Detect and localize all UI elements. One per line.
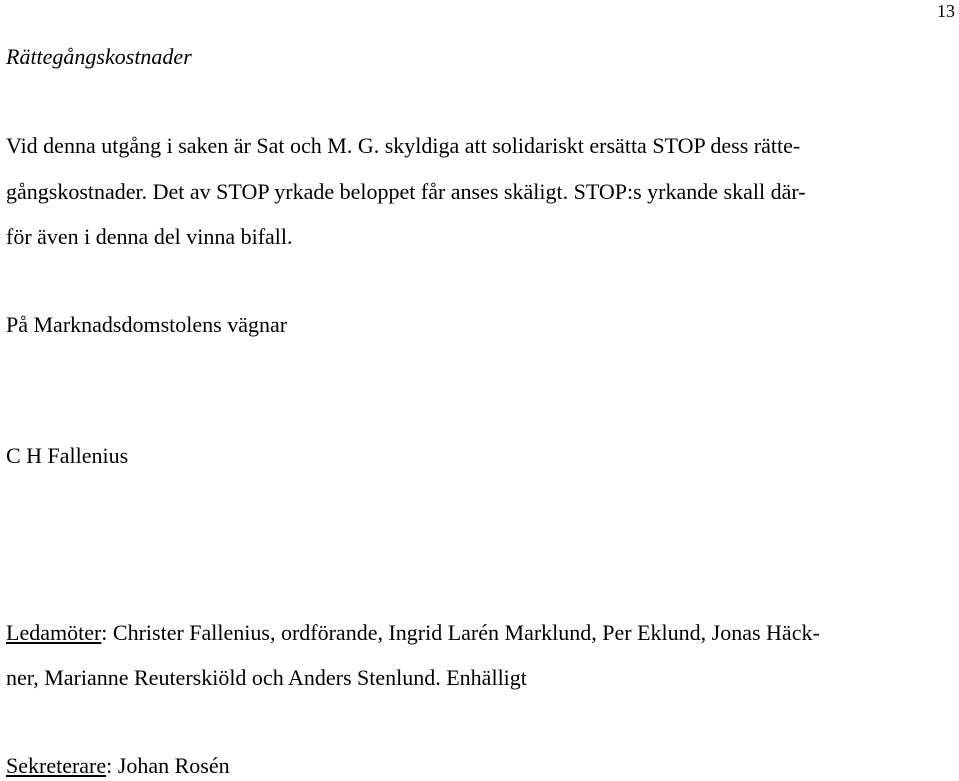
members-text-1: : Christer Fallenius, ordförande, Ingrid Larén Marklund, Per Eklund, Jonas Häck- <box>101 620 820 645</box>
members-line-1 <box>6 618 820 648</box>
page-number: 13 <box>937 1 955 21</box>
paragraph-line-3: för även i denna del vinna bifall. <box>6 224 293 249</box>
paragraph-line-2: gångskostnader. Det av STOP yrkade beloppet får anses skäligt. STOP:s yrkande skall där- <box>6 179 806 204</box>
signatory-name: C H Fallenius <box>6 443 129 468</box>
on-behalf-line: På Marknadsdomstolens vägnar <box>6 312 288 337</box>
members-label: Ledamöter <box>6 620 102 645</box>
members-line-2: ner, Marianne Reuterskiöld och Anders Stenlund. Enhälligt <box>6 665 527 690</box>
paragraph-line-1: Vid denna utgång i saken är Sat och M. G. skyldiga att solidariskt ersätta STOP dess rätte- <box>6 133 801 158</box>
secretary-label: Sekreterare <box>6 753 107 778</box>
secretary-line <box>6 751 230 781</box>
section-heading: Rättegångskostnader <box>6 44 192 69</box>
secretary-text: : Johan Rosén <box>106 753 230 778</box>
